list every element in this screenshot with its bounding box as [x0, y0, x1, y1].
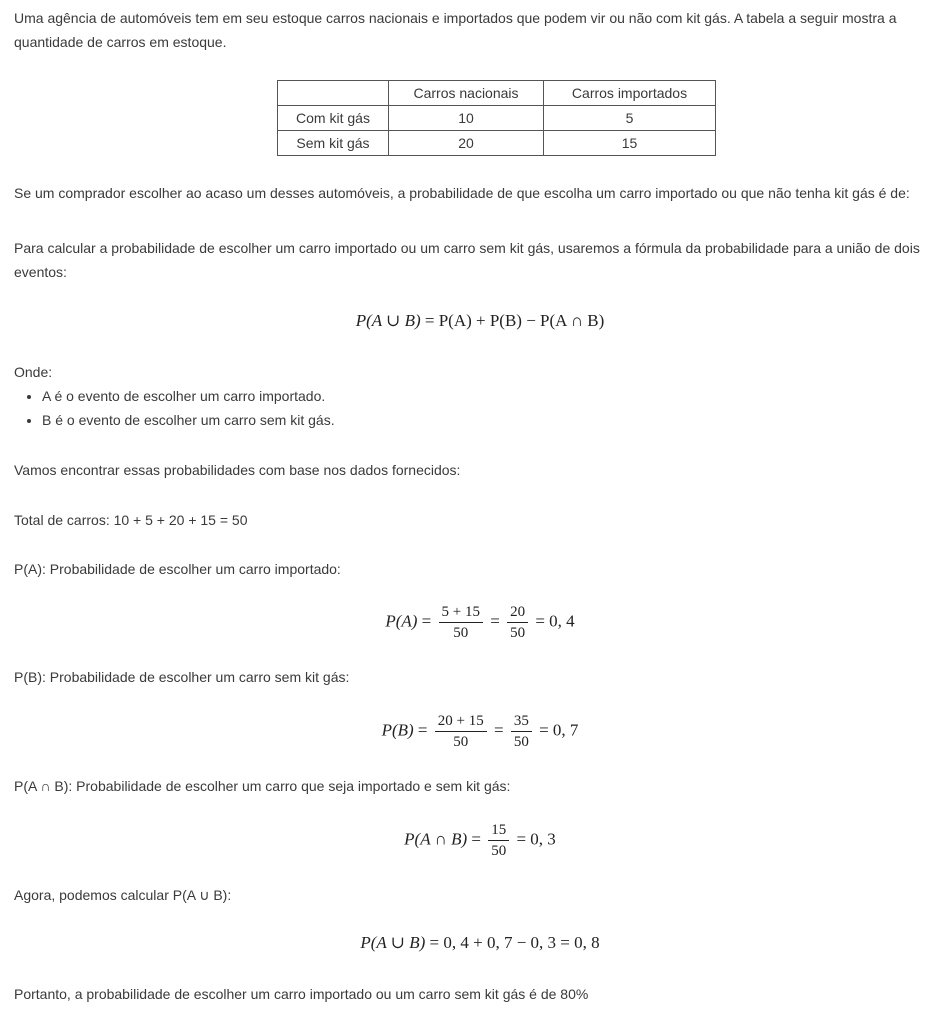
table-cell: 10 — [389, 106, 544, 131]
now-text: Agora, podemos calcular P(A ∪ B): — [14, 887, 232, 903]
table-header-cell — [278, 81, 389, 106]
table-cell: 15 — [544, 131, 716, 156]
table-row — [278, 131, 716, 156]
onde-label: Onde: — [14, 364, 53, 380]
fraction: $\frac{5 + 15}{50}$ — [439, 603, 483, 642]
pa-formula: P(A) = $\frac{5 + 15}{50}$ = $\frac{20}{50}$ = 0, 4 — [385, 604, 575, 641]
table-cell: 20 — [389, 131, 544, 156]
pa-text: P(A): Probabilidade de escolher um carro importado: — [14, 561, 341, 577]
table-header-cell: Carros importados — [544, 81, 716, 106]
question-text: Se um comprador escolher ao acaso um desses automóveis, a probabilidade de que escolha um carro importado ou que não tenha kit gás é de: — [14, 185, 910, 201]
table-row — [278, 106, 716, 131]
conclusion-text: Portanto, a probabilidade de escolher um carro importado ou um carro sem kit gás é de 80% — [14, 986, 589, 1002]
fraction: $\frac{15}{50}$ — [488, 821, 509, 860]
fraction: $\frac{20 + 15}{50}$ — [435, 712, 487, 751]
find-text: Vamos encontrar essas probabilidades com base nos dados fornecidos: — [14, 462, 461, 478]
table-cell: 5 — [544, 106, 716, 131]
list-item: • B é o evento de escolher um carro sem kit gás. — [42, 408, 335, 432]
intro-text: Uma agência de automóveis tem em seu estoque carros nacionais e importados que podem vir ou não com kit gás. A tabela a seguir mostra a quantidade de carros em estoque. — [14, 10, 897, 50]
fraction: $\frac{20}{50}$ — [507, 603, 528, 642]
fraction: $\frac{35}{50}$ — [511, 712, 532, 751]
union-formula: P(A ∪ B) = P(A) + P(B) − P(A ∩ B) — [355, 311, 605, 330]
event-list — [14, 384, 335, 432]
total-text: Total de carros: 10 + 5 + 20 + 15 = 50 — [14, 512, 248, 528]
pab-formula: P(A ∩ B) = $\frac{15}{50}$ = 0, 3 — [404, 822, 556, 859]
pb-text: P(B): Probabilidade de escolher um carro sem kit gás: — [14, 669, 350, 685]
table-cell: Sem kit gás — [278, 131, 389, 156]
final-formula: P(A ∪ B) = 0, 4 + 0, 7 − 0, 3 = 0, 8 — [360, 933, 600, 952]
list-item: • A é o evento de escolher um carro importado. — [42, 384, 335, 408]
table-header-row — [278, 81, 716, 106]
table-cell: Com kit gás — [278, 106, 389, 131]
pab-text: P(A ∩ B): Probabilidade de escolher um carro que seja importado e sem kit gás: — [14, 778, 511, 794]
explanation-text: Para calcular a probabilidade de escolher um carro importado ou um carro sem kit gás, usaremos a fórmula da probabilidade para a união de dois eventos: — [14, 240, 920, 280]
table-header-cell: Carros nacionais — [389, 81, 544, 106]
stock-table — [277, 80, 716, 156]
pb-formula: P(B) = $\frac{20 + 15}{50}$ = $\frac{35}{50}$ = 0, 7 — [381, 713, 579, 750]
